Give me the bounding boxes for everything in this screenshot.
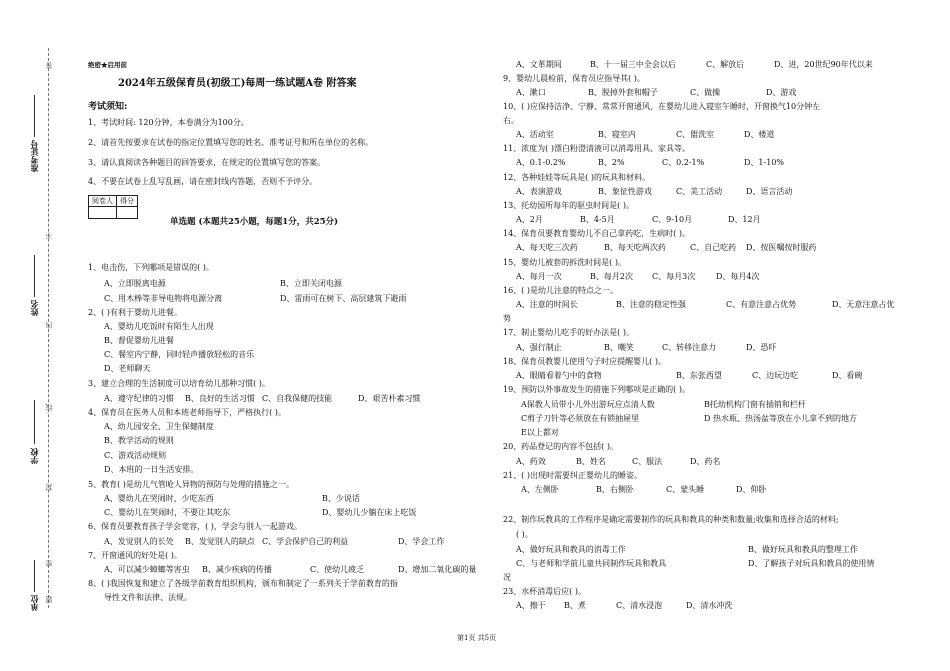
option: C、用木棒等非导电物将电源分离 [104, 294, 223, 303]
option: D、楼道 [744, 130, 775, 139]
option: D、增加二氧化碳的量 [398, 565, 477, 574]
option: A、表演游戏 [516, 187, 562, 196]
option: D、每月4次 [716, 272, 760, 281]
option: D、语言活动 [746, 187, 793, 196]
question-text: 12、各种娃娃等玩具是( )的玩具和材料。 [503, 173, 650, 182]
notice-item: 3、请认真阅读各种题目的回答要求，在规定的位置填写您的答案。 [88, 158, 326, 167]
notice-item: 4、不要在试卷上乱写乱画，请在密封线内答题，否则不予评分。 [88, 177, 318, 186]
exam-no-label: 准考证号 [29, 140, 39, 172]
option: B、寝室内 [598, 130, 636, 139]
question-text: 2、( )有利于婴幼儿进餐。 [88, 308, 182, 317]
option: A、左侧卧 [521, 485, 559, 494]
unit-label: 单位 [29, 595, 39, 611]
notice-item: 2、请首先按要求在试卷的指定位置填写您的姓名、准考证号和所在单位的名称。 [88, 138, 374, 147]
option: A、擦干 [516, 601, 546, 610]
option: A、可以减少蟑螂等害虫 [104, 565, 190, 574]
question-text-cont: 右。 [503, 116, 519, 125]
question-text: 14、保育员要教育婴幼儿不自己拿药吃，生病时( )。 [503, 229, 690, 238]
option: C、有意注意占优势 [726, 300, 797, 309]
score-label: 得分 [117, 196, 138, 207]
option: A、幼儿园安全、卫生保健制度 [104, 422, 214, 431]
option: A、婴幼儿吃饭时有陌生人出现 [104, 322, 214, 331]
option: C、自己吃药 [690, 243, 737, 252]
option: B、减少疾病的传播 [202, 565, 272, 574]
question-text: 11、浓度为( )漂白粉澄清液可以消毒用具、家具等。 [503, 144, 690, 153]
option: B、2% [598, 158, 625, 167]
option: A、发觉别人的长处 [104, 537, 174, 546]
option: D、学会工作 [398, 537, 445, 546]
option: C、游戏活动规则 [104, 451, 167, 460]
option: C、解放后 [706, 60, 745, 69]
question-text-cont: ( )。 [516, 530, 533, 539]
section-title: 单选题 (本题共25小题，每题1分，共25分) [170, 217, 339, 227]
option: C、0.2-1% [662, 158, 705, 167]
option: A、每天吃三次药 [516, 243, 578, 252]
option: B、发觉别人的缺点 [185, 537, 255, 546]
notice-item: 1、考试时间: 120分钟，本卷满分为100分。 [88, 118, 249, 127]
option: A、做好玩具和教具的消毒工作 [516, 545, 626, 554]
option: D、1-10% [744, 158, 784, 167]
option: C、学会保护自己的利益 [262, 537, 349, 546]
question-text: 3、建立合理的生活制度可以培育幼儿那种习惯( )。 [88, 379, 270, 388]
option: B、良好的生活习惯 [185, 394, 255, 403]
option: B、做好玩具和教具的整理工作 [748, 545, 858, 554]
margin-char-not: 不 [45, 232, 53, 239]
option: D、看碗 [832, 371, 863, 380]
option: A、婴幼儿在哭闹时，少吃东西 [104, 494, 214, 503]
margin-char-secret: 密 [45, 560, 53, 567]
question-text: 21、( )出现时需要纠正婴幼儿的睡姿。 [503, 471, 642, 480]
option: C、服法 [632, 457, 663, 466]
margin-char-line: 线 [45, 404, 53, 411]
question-text: 20、药品登记的内容不包括( )。 [503, 442, 618, 451]
option: C、做操 [690, 88, 721, 97]
option: D、本班的一日生活安排。 [104, 465, 199, 474]
option: C、清水浸泡 [616, 601, 663, 610]
option: A、活动室 [516, 130, 554, 139]
unit-blank[interactable] [34, 560, 35, 592]
option: C、婴幼儿在哭闹时，不要让其吃东 [104, 508, 231, 517]
option: D 热水瓶、热汤盆等放在小儿拿不到的地方 [704, 414, 857, 423]
option: B、4-5月 [580, 215, 615, 224]
option: A、2月 [516, 215, 543, 224]
option: D、仰卧 [736, 485, 767, 494]
margin-char-inside: 内 [45, 322, 53, 329]
option: A、每月一次 [516, 272, 562, 281]
option: A、遵守纪律的习惯 [104, 394, 174, 403]
option: B、姓名 [576, 457, 606, 466]
school-blank[interactable] [34, 400, 35, 444]
question-text: 15、婴幼儿被套的拆洗时间是( )。 [503, 258, 626, 267]
question-text: 23、水杯消毒后应( )。 [503, 587, 586, 596]
margin-char-question: 题 [45, 596, 53, 603]
option: C、转移注意力 [662, 343, 717, 352]
question-text: 19、预防以外事故发生的措施下列哪项是正确的( )。 [503, 385, 690, 394]
question-text: 13、托幼园所每年的驱虫时间是( )。 [503, 201, 634, 210]
margin-char-seal: 封 [45, 484, 53, 491]
option: B、教学活动的规则 [104, 436, 174, 445]
option: E以上都对 [521, 428, 559, 437]
page-footer: 第1页 共5页 [457, 634, 497, 642]
option: A、文革期间 [516, 60, 562, 69]
option: C、9-10月 [652, 215, 693, 224]
question-text: 9、婴幼儿晨检前，保育员应指导其( )。 [503, 74, 645, 83]
reviewer-cell[interactable] [89, 207, 117, 219]
option: A、漱口 [516, 88, 546, 97]
option-cont: 况 [503, 573, 511, 582]
option: A、药效 [516, 457, 546, 466]
option: B、煮 [564, 601, 586, 610]
option: A、注意的时间长 [516, 300, 578, 309]
option: A、眼睛看着勺中的食物 [516, 371, 602, 380]
option: B、督促婴幼儿进餐 [104, 336, 174, 345]
option: D、12月 [728, 215, 761, 224]
option: B、脱掉外套和帽子 [588, 88, 658, 97]
option: B、东张西望 [676, 371, 722, 380]
option: D、了解孩子对玩具和教具的使用情 [748, 559, 875, 568]
score-cell[interactable] [117, 207, 138, 219]
margin-char-answer: 答 [45, 62, 53, 69]
option: C、使幼儿疲乏 [310, 565, 365, 574]
question-text-cont: 导性文件和法律、法规。 [104, 593, 192, 602]
option: B、立即关闭电源 [280, 279, 342, 288]
question-text: 22、制作玩教具的工作程序是确定需要制作的玩具和教具的种类和数量;收集和选择合适的材料; [503, 515, 839, 524]
option: B、注意的稳定性强 [616, 300, 686, 309]
option: D、艰苦朴素习惯 [358, 394, 421, 403]
score-table [88, 195, 138, 219]
option: D、清水冲洗 [686, 601, 733, 610]
school-label: 学校 [29, 448, 39, 464]
option: A、立即脱离电源 [104, 279, 166, 288]
option: A、强行制止 [516, 343, 562, 352]
question-text: 16、( )是幼儿注意的特点之一。 [503, 286, 618, 295]
page-title: 2024年五级保育员(初级工)每周一练试题A卷 附答案 [118, 78, 357, 89]
option: D、进，20世纪90年代以来 [774, 60, 873, 69]
option: C、每月3次 [652, 272, 696, 281]
question-text: 7、开窗通风的好处是( )。 [88, 551, 182, 560]
option: D、老师聊天 [104, 364, 151, 373]
option: C、盥洗室 [676, 130, 715, 139]
option: D、无意注意占优 [832, 300, 895, 309]
option: D、药名 [690, 457, 721, 466]
option: D、雷雨可在树下、高层建筑下避雨 [280, 294, 407, 303]
option: B、十一届三中全会以后 [590, 60, 676, 69]
notice-heading: 考试须知: [88, 102, 128, 112]
name-blank[interactable] [34, 255, 35, 297]
question-text: 4、保育员在医务人员和本班老师指导下，严格执行( )。 [88, 408, 286, 417]
option: C、与老师和学前儿童共同制作玩具和教具 [516, 559, 667, 568]
question-text: 18、保育员教婴儿使用勺子时应提醒婴儿( )。 [503, 357, 666, 366]
option: D、婴幼儿少躺在床上吃饭 [322, 508, 417, 517]
option: B托幼机构门窗有插销和栏杆 [704, 400, 806, 409]
option: C、美工活动 [676, 187, 723, 196]
option: D、按医嘱按时服药 [746, 243, 817, 252]
question-text: 1、电击伤，下列哪项是错误的( )。 [88, 263, 214, 272]
option: C剪子刀针等必须放在有锁抽屉里 [521, 414, 640, 423]
question-text: 17、制止婴幼儿吃手的好办法是( )。 [503, 328, 634, 337]
option: A、0.1-0.2% [516, 158, 566, 167]
option: A保教人员带小儿外出游玩应点清人数 [521, 400, 655, 409]
option: B、每月2次 [590, 272, 633, 281]
option: C、蒙头睡 [666, 485, 705, 494]
option: B、右侧卧 [596, 485, 634, 494]
question-text: 5、教育( )是幼儿气管呛人异物的预防与处理的措施之一。 [88, 480, 294, 489]
question-text: 10、( )应保持洁净、宁静、常常开窗通风，在婴幼儿进入寝室午睡时，开窗换气10分钟左 [503, 102, 821, 111]
option: C、自我保健的技能 [262, 394, 333, 403]
option: B、少说话 [322, 494, 360, 503]
option-cont: 势 [503, 314, 511, 323]
option: D、恐吓 [746, 343, 777, 352]
question-text: 6、保育员要教育孩子学会宽容，( )，学会与别人一起游戏。 [88, 522, 302, 531]
question-text: 8、( )我国恢复和建立了各级学前教育组织机构，颁布和制定了一系列关于学前教育的指 [88, 579, 398, 588]
option: C、餐室内宁静，同时轻声播放轻松的音乐 [104, 350, 255, 359]
option: C、边玩边吃 [752, 371, 799, 380]
reviewer-label: 阅卷人 [89, 196, 117, 207]
secret-mark: 绝密★启用前 [88, 61, 127, 69]
option: B、每天吃两次药 [604, 243, 666, 252]
option: B、嘲笑 [604, 343, 634, 352]
option: D、游戏 [766, 88, 797, 97]
option: B、象征性游戏 [598, 187, 652, 196]
exam-no-blank[interactable] [34, 95, 35, 137]
name-label: 姓名 [29, 300, 39, 316]
